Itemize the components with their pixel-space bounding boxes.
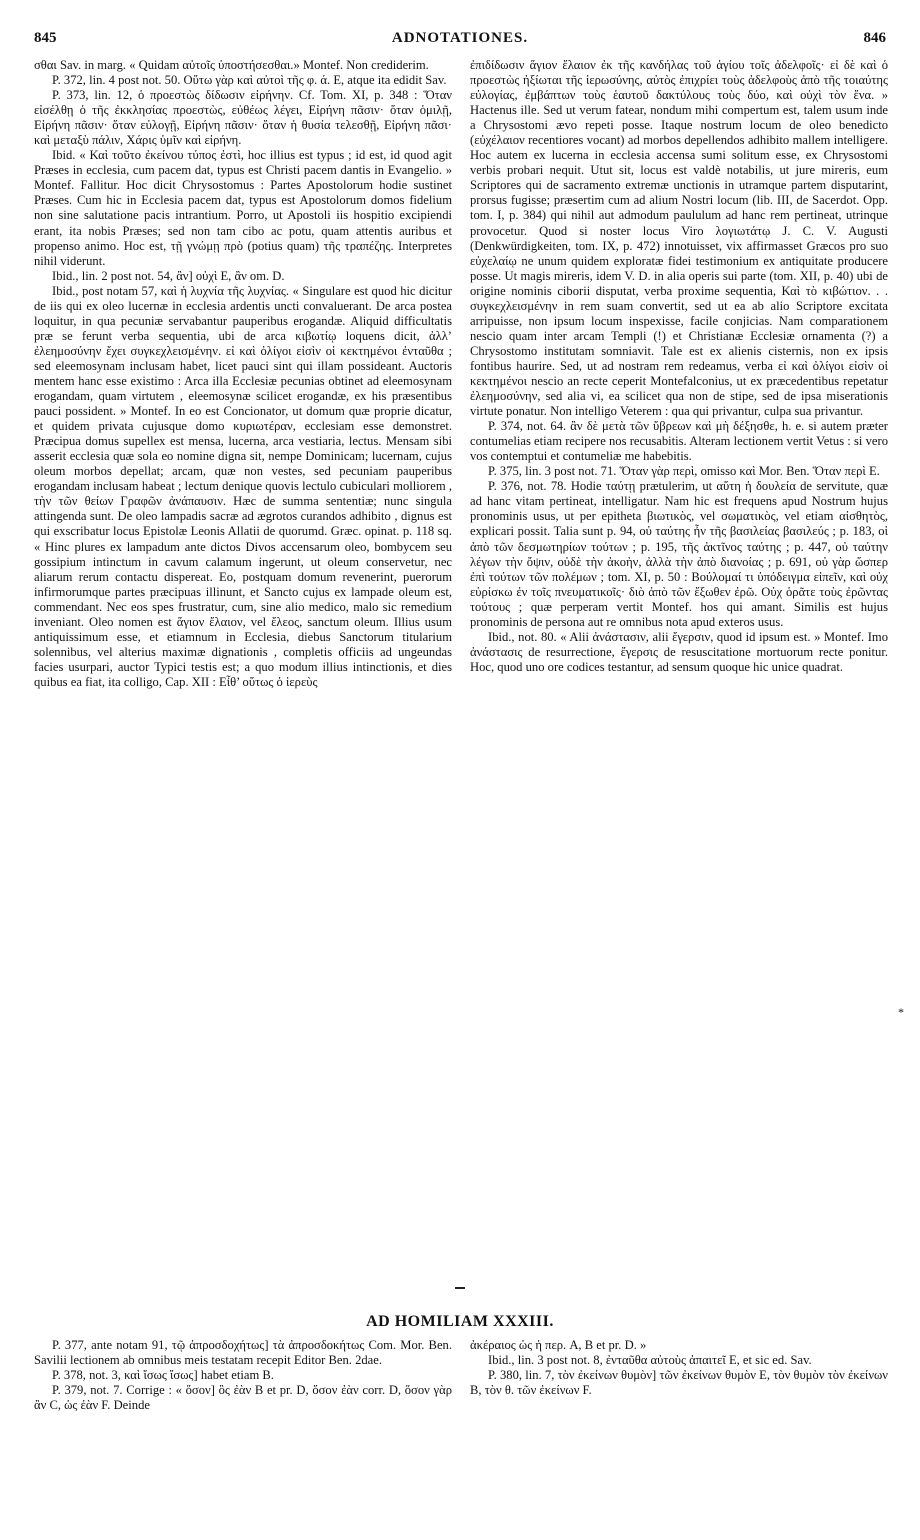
bottom-left-paragraph: P. 378, not. 3, καὶ ἴσως ἴσως] habet etiam B. <box>52 1368 274 1383</box>
bottom-left-paragraph: P. 379, not. 7. Corrige : « ὅσον] ὃς ἐὰν B et pr. D, ὅσον ἐὰν corr. D, ὅσον γὰρ ἂν C, ὡς ἐὰν F. Deinde <box>34 1383 452 1413</box>
page-number-right: 846 <box>863 30 886 46</box>
left-paragraph: σθαι Sav. in marg. « Quidam αὐτοῖς ὑποστήσεσθαι.» Montef. Non crediderim. <box>34 58 429 72</box>
bottom-right-paragraph: Ibid., lin. 3 post not. 8, ἐνταῦθα αὐτοὺς ἀπαιτεῖ E, et sic ed. Sav. <box>488 1353 812 1368</box>
section-divider <box>455 1287 465 1289</box>
bottom-right-paragraph: P. 380, lin. 7, τὸν ἐκείνων θυμὸν] τῶν ἐκείνων θυμὸν E, τὸν θυμὸν τὸν ἐκείνων B, τὸν θ. τῶν ἐκείνων F. <box>470 1368 888 1398</box>
left-paragraph: P. 373, lin. 12, ὁ προεστὼς δίδωσιν εἰρήνην. Cf. Tom. XI, p. 348 : Ὅταν εἰσέλθῃ ὁ τῆς ἐκκλησίας προεστὼς, εὐθέως λέγει, Εἰρήνη πᾶσιν· ὅταν ὁμιλῇ, Εἰρήνη πᾶσιν· ὅταν εὐλογῇ, Εἰρήνη πᾶσιν· ὅταν ἡ θυσία τελεσθῇ, Εἰρήνη πᾶσι· καὶ μεταξὺ πάλιν, Χάρις ὑμῖν καὶ εἰρήνη. <box>34 88 452 148</box>
bottom-right-column <box>470 1338 888 1528</box>
running-header <box>34 30 886 52</box>
page-number-left: 845 <box>34 30 57 46</box>
right-paragraph: ἐπιδίδωσιν ἅγιον ἔλαιον ἐκ τῆς κανδήλας τοῦ ἁγίου τοῖς ἀδελφοῖς· εἰ δὲ καὶ ὁ προεστὼς ἠξίωται τῆς ἱερωσύνης, αὐτὸς ἐπιχρίει τοὺς ἀδελφοὺς ἀπὸ τῆς τοιαύτης εὐλογίας, ἐμβάπτων τοὺς ἑαυτοῦ δακτύλους τοὺς δύο, καὶ οὐχὶ τὸν ἕνα. » Hactenus ille. Sed ut verum fatear, nondum mihi compertum est, talem usum inde a Chrysostomi ævo repeti posse. Itaque nostrum locum de oleo benedicto (εὐχέλαιον recentiores vocant) ad morbos depellendos adhibito mallem intelligere. Hoc autem ex lucerna in ecclesia accensa sumi solitum esse, ex Chrysostomi verbis probari nequit. Utut sit, locus est valdè notabilis, ut jure mireris, eum Scriptores qui de sacramento extremæ unctionis in utramque partem disputarint, prorsus fugisse; præsertim cum ad alium Nostri locum (lib. III, de Sacerdot. Opp. tom. I, p. 384) qui nihil aut admodum paululum ad hanc rem pertineat, utrinque provocetur. Quod si noster locus Viro λογιωτάτῳ J. C. V. Augusti (Denkwürdigkeiten, tom. IX, p. 472) innotuisset, vix affirmasset Græcos pro suo εὐχελαίῳ ne unum quidem exploratæ fidei testimonium ex antiquitate producere posse. Ut magis mireris, idem V. D. in alia operis sui parte (tom. XII, p. 40) ubi de origine nominis ciborii disputat, verba proxime sequentia, Καὶ τὸ κιβώτιον. . . συγκεχλεισμένην in rem suam convertit, sed ut ea ab alio Scriptore excitata arripuisse, non ipsum locum inspexisse, facile conjicias. Nam comparationem nescio quam inter arcam Templi (!) et Christianæ Ecclesiæ ornamenta (?) a Chrysostomo institutam somniavit. Tale est ex alienis cisternis, non ex ipsis fontibus haurire. Sed, ut ad nostram rem redeamus, verba εἰ καὶ ὀλίγοι εἰσὶν οἱ κεκτημένοι nescio an recte ceperit Montefalconius, ut ex præcedentibus repetatur ἐλεημοσύνην, sed alia vi, ea scilicet qua non de stipe, sed de ipsa miserationis virtute ponatur. Non intelligo Veterem : qua qui privantur, culpa sua privantur. <box>470 58 888 419</box>
bottom-left-column <box>34 1338 452 1528</box>
right-column <box>470 58 888 1250</box>
left-column <box>34 58 452 1250</box>
bottom-left-paragraph: P. 377, ante notam 91, τῷ ἀπροσδοχήτως] τὰ ἀπροσδοκήτως Com. Mor. Ben. Savilii lectionem ab omnibus meis testatam recepit Editor Ben. 2dae. <box>34 1338 452 1368</box>
right-paragraph: P. 374, not. 64. ἂν δὲ μετὰ τῶν ὕβρεων καὶ μὴ δέξησθε, h. e. si autem præter contumelias etiam recipere nos recusabitis. Alteram lectionem vertit Vetus : si vero vos contemptui et contumeliæ me habebitis. <box>470 419 888 464</box>
right-paragraph: P. 375, lin. 3 post not. 71. Ὅταν γὰρ περὶ, omisso καὶ Mor. Ben. Ὅταν περὶ E. <box>488 464 880 479</box>
left-paragraph: Ibid., post notam 57, καὶ ἡ λυχνία τῆς λυχνίας. « Singulare est quod hic dicitur de iis qui ex oleo lucernæ in ecclesia ardentis uncti convaluerant. De arca postea loquitur, in qua pecuniæ servabantur pauperibus erogandæ. Aliquid difficultatis præ se ferunt verba sequentia, ubi de arca κιβωτίῳ loquens dicit, ἀλλ’ ἐλεημοσύνην ἔχει συγκεχλεισμένην. εἰ καὶ ὀλίγοι εἰσὶν οἱ κεκτημένοι ἐνταῦθα ; sed eleemosynam inclusam habet, licet pauci sint qui illam possideant. Auctoris mentem hanc esse existimo : Arca illa Ecclesiæ pecunias obtinet ad eleemosynam erogandam, quam virtutem , eleemosynæ scilicet erogandæ, ex his præsentibus pauci possident. » Montef. In eo est Concionator, ut domum quæ proprie dicatur, et quidem privata cujusque domo κυριωτέραν, ecclesiam esse demonstret. Præcipua domus supellex est mensa, lucerna, arca vestiaria, lectus. Mensam sibi asserit ecclesia quæ sola eo nomine digna sit, nempe Dominicam; lucernam, cujus oleum morbos depellat; arcam, quæ non vestes, sed pecuniam pauperibus erogandam inclusam habeat ; lectum denique quovis lectulo cubiculari molliorem , τὴν τῶν θείων Γραφῶν ἀνάπαυσιν. Hæc de summa sententiæ; nunc singula attingenda sunt. De oleo lampadis sacræ ad ægrotos curandos adhibito , dignus est qui exscribatur locus Epistolæ Leonis Allatii de quorumd. Græc. opinat. p. 118 sq. « Hinc plures ex lampadum ante dictos Divos accensarum oleo, bombycem seu gossipium intinctum in cavum calamum ingerunt, ut oleum conservetur, nec aliarum rerum contactu dispereat. Eo, postquam domum revenerint, puerorum infirmorumque partes præcipuas illinunt, et Sancto cujus ex lampade oleum est, commendant. Nec eos spes frustratur, cum, sine alio medico, malo sic remedium inveniant. Oleo nomen est ἅγιον ἔλαιον, vel ἔλεος, sanctum oleum. Illius usum antiquissimum esse, et etiamnum in Ecclesia, diebus Sanctorum titularium solennibus, vel alterius maximæ dignationis , completis officiis ad ungeundas facies usurpari, auctor Typici testis est; a quo modum illius intinctionis, et dies quibus ea fiat, ita colligo, Cap. XII : Εἶθ’ οὕτως ὁ ἱερεὺς <box>34 283 452 689</box>
left-paragraph: P. 372, lin. 4 post not. 50. Οὕτω γὰρ καὶ αὐτοὶ τῆς φ. ά. E, atque ita edidit Sav. <box>52 73 447 88</box>
margin-mark: * <box>898 1005 904 1019</box>
section-title: AD HOMILIAM XXXIII. <box>366 1313 554 1330</box>
right-paragraph: Ibid., not. 80. « Alii ἀνάστασιν, alii ἔγερσιν, quod id ipsum est. » Montef. Imo ἀνάστασις de resurrectione, ἔγερσις de resuscitatione mortuorum recte ponitur. Hoc, quod uno ore codices testantur, ad sensum quoque hic unice quadrat. <box>470 629 888 674</box>
bottom-right-paragraph: ἀκέραιος ὡς ἡ περ. A, B et pr. D. » <box>470 1338 647 1352</box>
left-paragraph: Ibid., lin. 2 post not. 54, ἂν] οὐχὶ E, ἂν om. D. <box>52 268 285 283</box>
running-title: ADNOTATIONES. <box>391 30 529 46</box>
right-paragraph: P. 376, not. 78. Hodie ταύτῃ prætulerim, ut αὕτη ἡ δουλεία de servitute, quæ ad hanc vitam pertineat, intelligatur. Nam hic est frequens apud Nostrum hujus pronominis usus, ut per epitheta βιωτικὸς, vel σωματικὸς, vel etiam αἰσθητὸς, explicari possit. Talia sunt p. 94, οὐ ταύτης ἦν τῆς βασιλείας βασιλεύς ; p. 183, οἱ ἀπὸ τῶν δεσμωτηρίων τούτων ; p. 195, τῆς ἀκτῖνος ταύτης ; p. 447, οὐ ταύτην λέγων τὴν ὄψιν, οὐδὲ τὴν ἀκοὴν, ἀλλὰ τὴν ἀπὸ διανοίας ; p. 691, οὐ γὰρ ὥσπερ ἐπὶ τούτων τῶν πολέμων ; tom. XI, p. 50 : Βούλομαί τι ὑπόδειγμα εἰπεῖν, καὶ οὐχ εὑρίσκω ἐν τοῖς πνευματικοῖς· διὸ ἀπὸ τῶν ἔξωθεν ἐρῶ. Οὐχ ὁρᾶτε τοὺς ἐρῶντας τούτους ; quæ perperam vertit Montef. hos qui amant. Similis est hujus pronominis de persona aut re omnibus nota apud exteros usus. <box>470 479 888 629</box>
left-paragraph: Ibid. « Καὶ τοῦτο ἐκείνου τύπος ἐστὶ, hoc illius est typus ; id est, id quod agit Præses in ecclesia, cum pacem dat, typus est Christi pacem dantis in Evangelio. » Montef. Fallitur. Hoc dicit Chrysostomus : Partes Apostolorum hodie sustinet Præses. Cum hic in Ecclesia pacem dat, typus est Apostolorum domos fidelium non sine salutatione pacis intrantium. Porro, ut Apostoli iis hospitio excipiendi erant, ita nobis Præses; sed non tam cibo ac potu, quam attentis auribus et propenso animo. Hoc est, τῇ γνώμῃ πρὸ (potius quam) τῆς τραπέζης. Interpretes nihil viderunt. <box>34 148 452 268</box>
